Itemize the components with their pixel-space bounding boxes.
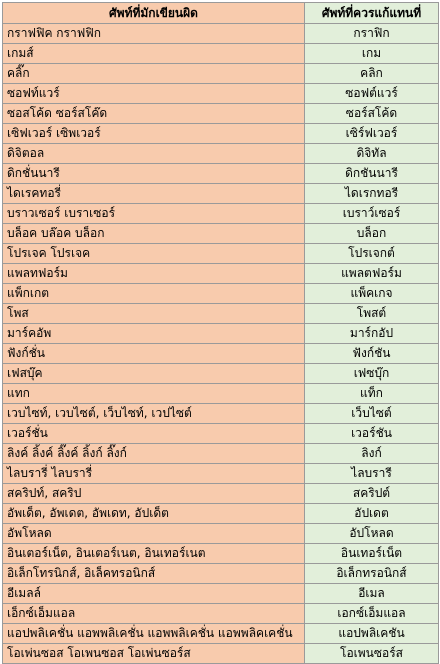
table-row <box>3 84 439 104</box>
header-row <box>3 3 439 24</box>
correct-cell: แอปพลิเคชัน <box>305 624 439 644</box>
table-row <box>3 404 439 424</box>
correct-cell: เวอร์ชัน <box>305 424 439 444</box>
table-row <box>3 424 439 444</box>
misspelled-cell: เฟสบุ๊ค <box>3 364 305 384</box>
misspelled-cell: เอ็กซ์เอ็มแอล <box>3 604 305 624</box>
misspelled-cell: ซอฟท์แวร์ <box>3 84 305 104</box>
misspelled-cell: อัพเด็ต, อัพเดต, อัพเดท, อัปเด็ต <box>3 504 305 524</box>
correct-cell: เบราว์เซอร์ <box>305 204 439 224</box>
correct-cell: เว็บไซต์ <box>305 404 439 424</box>
misspelled-cell: โปรเจค โปรเจค <box>3 244 305 264</box>
table-row <box>3 64 439 84</box>
misspelled-cell: อัพโหลด <box>3 524 305 544</box>
table-row <box>3 544 439 564</box>
misspelled-cell: บล็อค บล๊อค บล็อก <box>3 224 305 244</box>
table-row <box>3 324 439 344</box>
misspelled-cell: เวอร์ชั่น <box>3 424 305 444</box>
table-row <box>3 524 439 544</box>
correct-cell: เฟซบุ๊ก <box>305 364 439 384</box>
misspelled-cell: อินเตอร์เน็ต, อินเตอร์เนต, อินเทอร์เนต <box>3 544 305 564</box>
misspelled-cell: สคริปท์, สคริป <box>3 484 305 504</box>
table-row <box>3 364 439 384</box>
misspelled-cell: โพส <box>3 304 305 324</box>
table-row <box>3 464 439 484</box>
table-row <box>3 384 439 404</box>
misspelled-cell: โอเพ่นซอส โอเพนซอส โอเพ่นซอร์ส <box>3 644 305 664</box>
misspelled-cell: มาร์คอัพ <box>3 324 305 344</box>
misspelled-cell: แพ็กเกต <box>3 284 305 304</box>
misspelled-cell: ซอสโค้ด ซอร์สโค๊ด <box>3 104 305 124</box>
misspelled-cell: คลิ๊ก <box>3 64 305 84</box>
misspelled-cell: เซิฟเวอร์ เซิพเวอร์ <box>3 124 305 144</box>
correct-cell: อัปโหลด <box>305 524 439 544</box>
table-row <box>3 624 439 644</box>
correct-cell: โอเพนซอร์ส <box>305 644 439 664</box>
misspelled-cell: บราวเซอร์ เบราเซอร์ <box>3 204 305 224</box>
correct-cell: โพสต์ <box>305 304 439 324</box>
table-row <box>3 164 439 184</box>
correct-cell: ดิจิทัล <box>305 144 439 164</box>
table-row <box>3 124 439 144</box>
misspelled-cell: กราฟฟิค กราฟฟิก <box>3 24 305 44</box>
correct-cell: ดิกชันนารี <box>305 164 439 184</box>
correct-cell: เอกซ์เอ็มแอล <box>305 604 439 624</box>
correct-cell: คลิก <box>305 64 439 84</box>
correct-cell: เซิร์ฟเวอร์ <box>305 124 439 144</box>
table-row <box>3 444 439 464</box>
table-row <box>3 44 439 64</box>
header-correct: ศัพท์ที่ควรแก้แทนที่ <box>305 3 439 24</box>
misspelled-cell: แอปพลิเคชั่น แอพพลิเคชั่น แอพพลิเคชั่น แอพพลิคเคชั่น <box>3 624 305 644</box>
table-row <box>3 224 439 244</box>
header-misspelled: ศัพท์ที่มักเขียนผิด <box>3 3 305 24</box>
correct-cell: กราฟิก <box>305 24 439 44</box>
correct-cell: อินเทอร์เน็ต <box>305 544 439 564</box>
table-row <box>3 244 439 264</box>
table-row <box>3 584 439 604</box>
misspelled-cell: เวบไซท์, เวบไซต์, เว็บไซท์, เวปไซต์ <box>3 404 305 424</box>
table-row <box>3 484 439 504</box>
misspelled-cell: ดิกชั่นนารี <box>3 164 305 184</box>
correct-cell: แท็ก <box>305 384 439 404</box>
correct-cell: ไดเรกทอรี <box>305 184 439 204</box>
misspelled-cell: เกมส์ <box>3 44 305 64</box>
misspelled-cell: แพลทฟอร์ม <box>3 264 305 284</box>
table-row <box>3 204 439 224</box>
table-row <box>3 304 439 324</box>
table-row <box>3 564 439 584</box>
table-row <box>3 344 439 364</box>
correct-cell: อัปเดต <box>305 504 439 524</box>
table-row <box>3 144 439 164</box>
table-row <box>3 284 439 304</box>
table-row <box>3 504 439 524</box>
correct-cell: อิเล็กทรอนิกส์ <box>305 564 439 584</box>
table-row <box>3 604 439 624</box>
correct-cell: ซอฟต์แวร์ <box>305 84 439 104</box>
misspelled-cell: ไลบรารี่ ไลบรารี่ <box>3 464 305 484</box>
table-row <box>3 264 439 284</box>
correct-cell: โปรเจกต์ <box>305 244 439 264</box>
misspelled-cell: ไดเรคทอรี่ <box>3 184 305 204</box>
table-body <box>3 24 439 664</box>
misspelled-cell: ฟังก์ชั่น <box>3 344 305 364</box>
correct-cell: สคริปต์ <box>305 484 439 504</box>
correct-cell: ฟังก์ชัน <box>305 344 439 364</box>
correct-cell: บล็อก <box>305 224 439 244</box>
correct-cell: อีเมล <box>305 584 439 604</box>
correct-cell: ซอร์สโค้ด <box>305 104 439 124</box>
correct-cell: ไลบรารี <box>305 464 439 484</box>
misspelled-cell: อิเล็กโทรนิกส์, อิเล็คทรอนิกส์ <box>3 564 305 584</box>
misspelled-cell: อีเมลล์ <box>3 584 305 604</box>
correct-cell: แพลตฟอร์ม <box>305 264 439 284</box>
table-row <box>3 184 439 204</box>
misspelled-cell: ดิจิตอล <box>3 144 305 164</box>
correct-cell: แพ็คเกจ <box>305 284 439 304</box>
misspelled-cell: แทก <box>3 384 305 404</box>
correct-cell: เกม <box>305 44 439 64</box>
table-row <box>3 644 439 664</box>
table-row <box>3 104 439 124</box>
correct-cell: มาร์กอัป <box>305 324 439 344</box>
table-row <box>3 24 439 44</box>
misspelled-cell: ลิงค์ ลิ้งค์ ลิ๊งค์ ลิ้งก์ ลิ๊งก์ <box>3 444 305 464</box>
table-header <box>3 3 439 24</box>
spelling-table <box>2 2 439 664</box>
correct-cell: ลิงก์ <box>305 444 439 464</box>
